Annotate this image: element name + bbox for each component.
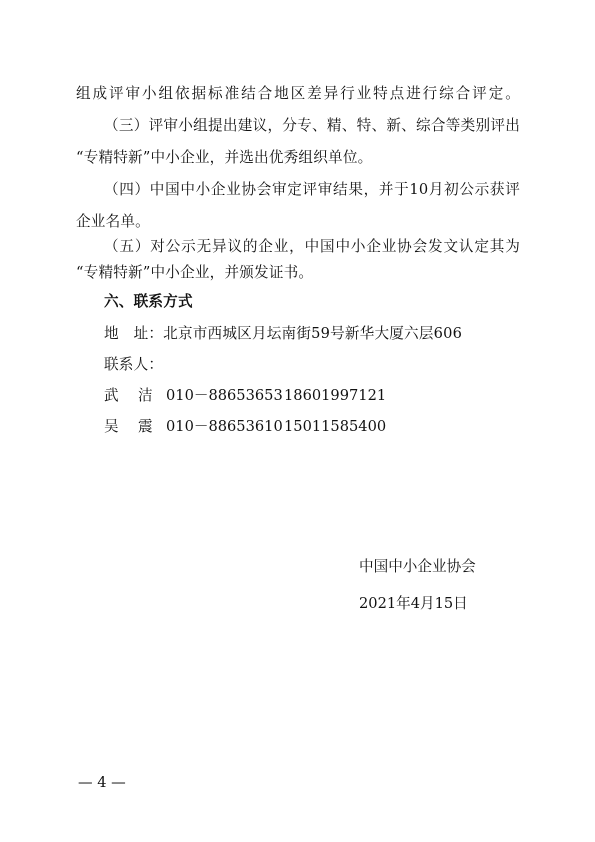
paragraph-item-3-line-2: “专精特新”中小企业，并选出优秀组织单位。	[76, 149, 373, 166]
contact-person-row	[104, 417, 386, 437]
contact-label: 联系人：	[104, 356, 164, 373]
signature-date: 2021年4月15日	[359, 595, 468, 612]
paragraph-line: 组成评审小组依据标准结合地区差异行业特点进行综合评定。	[76, 85, 520, 102]
contact-name: 吴 震	[104, 418, 153, 435]
paragraph-item-5-line-2: “专精特新”中小企业，并颁发证书。	[76, 264, 314, 281]
contact-name: 武 洁	[104, 387, 153, 404]
contact-phone: 010－88653653	[166, 387, 283, 404]
signature-org: 中国中小企业协会	[359, 558, 476, 575]
paragraph-item-5-line-1: （五）对公示无异议的企业，中国中小企业协会发文认定其为	[104, 238, 520, 255]
page-number: — 4 —	[78, 774, 126, 791]
contact-mobile: 18601997121	[284, 387, 387, 404]
contact-person-row	[104, 386, 386, 406]
paragraph-item-3-line-1: （三）评审小组提出建议，分专、精、特、新、综合等类别评出	[104, 117, 520, 134]
paragraph-item-4-line-2: 企业名单。	[76, 213, 150, 230]
contact-phone: 010－88653610	[166, 418, 283, 435]
contact-mobile: 15011585400	[284, 418, 387, 435]
paragraph-item-4-line-1: （四）中国中小企业协会审定评审结果，并于10月初公示获评	[104, 181, 520, 198]
contact-address: 地 址：北京市西城区月坛南街59号新华大厦六层606	[104, 325, 463, 342]
section-heading-contact: 六、联系方式	[104, 293, 193, 310]
